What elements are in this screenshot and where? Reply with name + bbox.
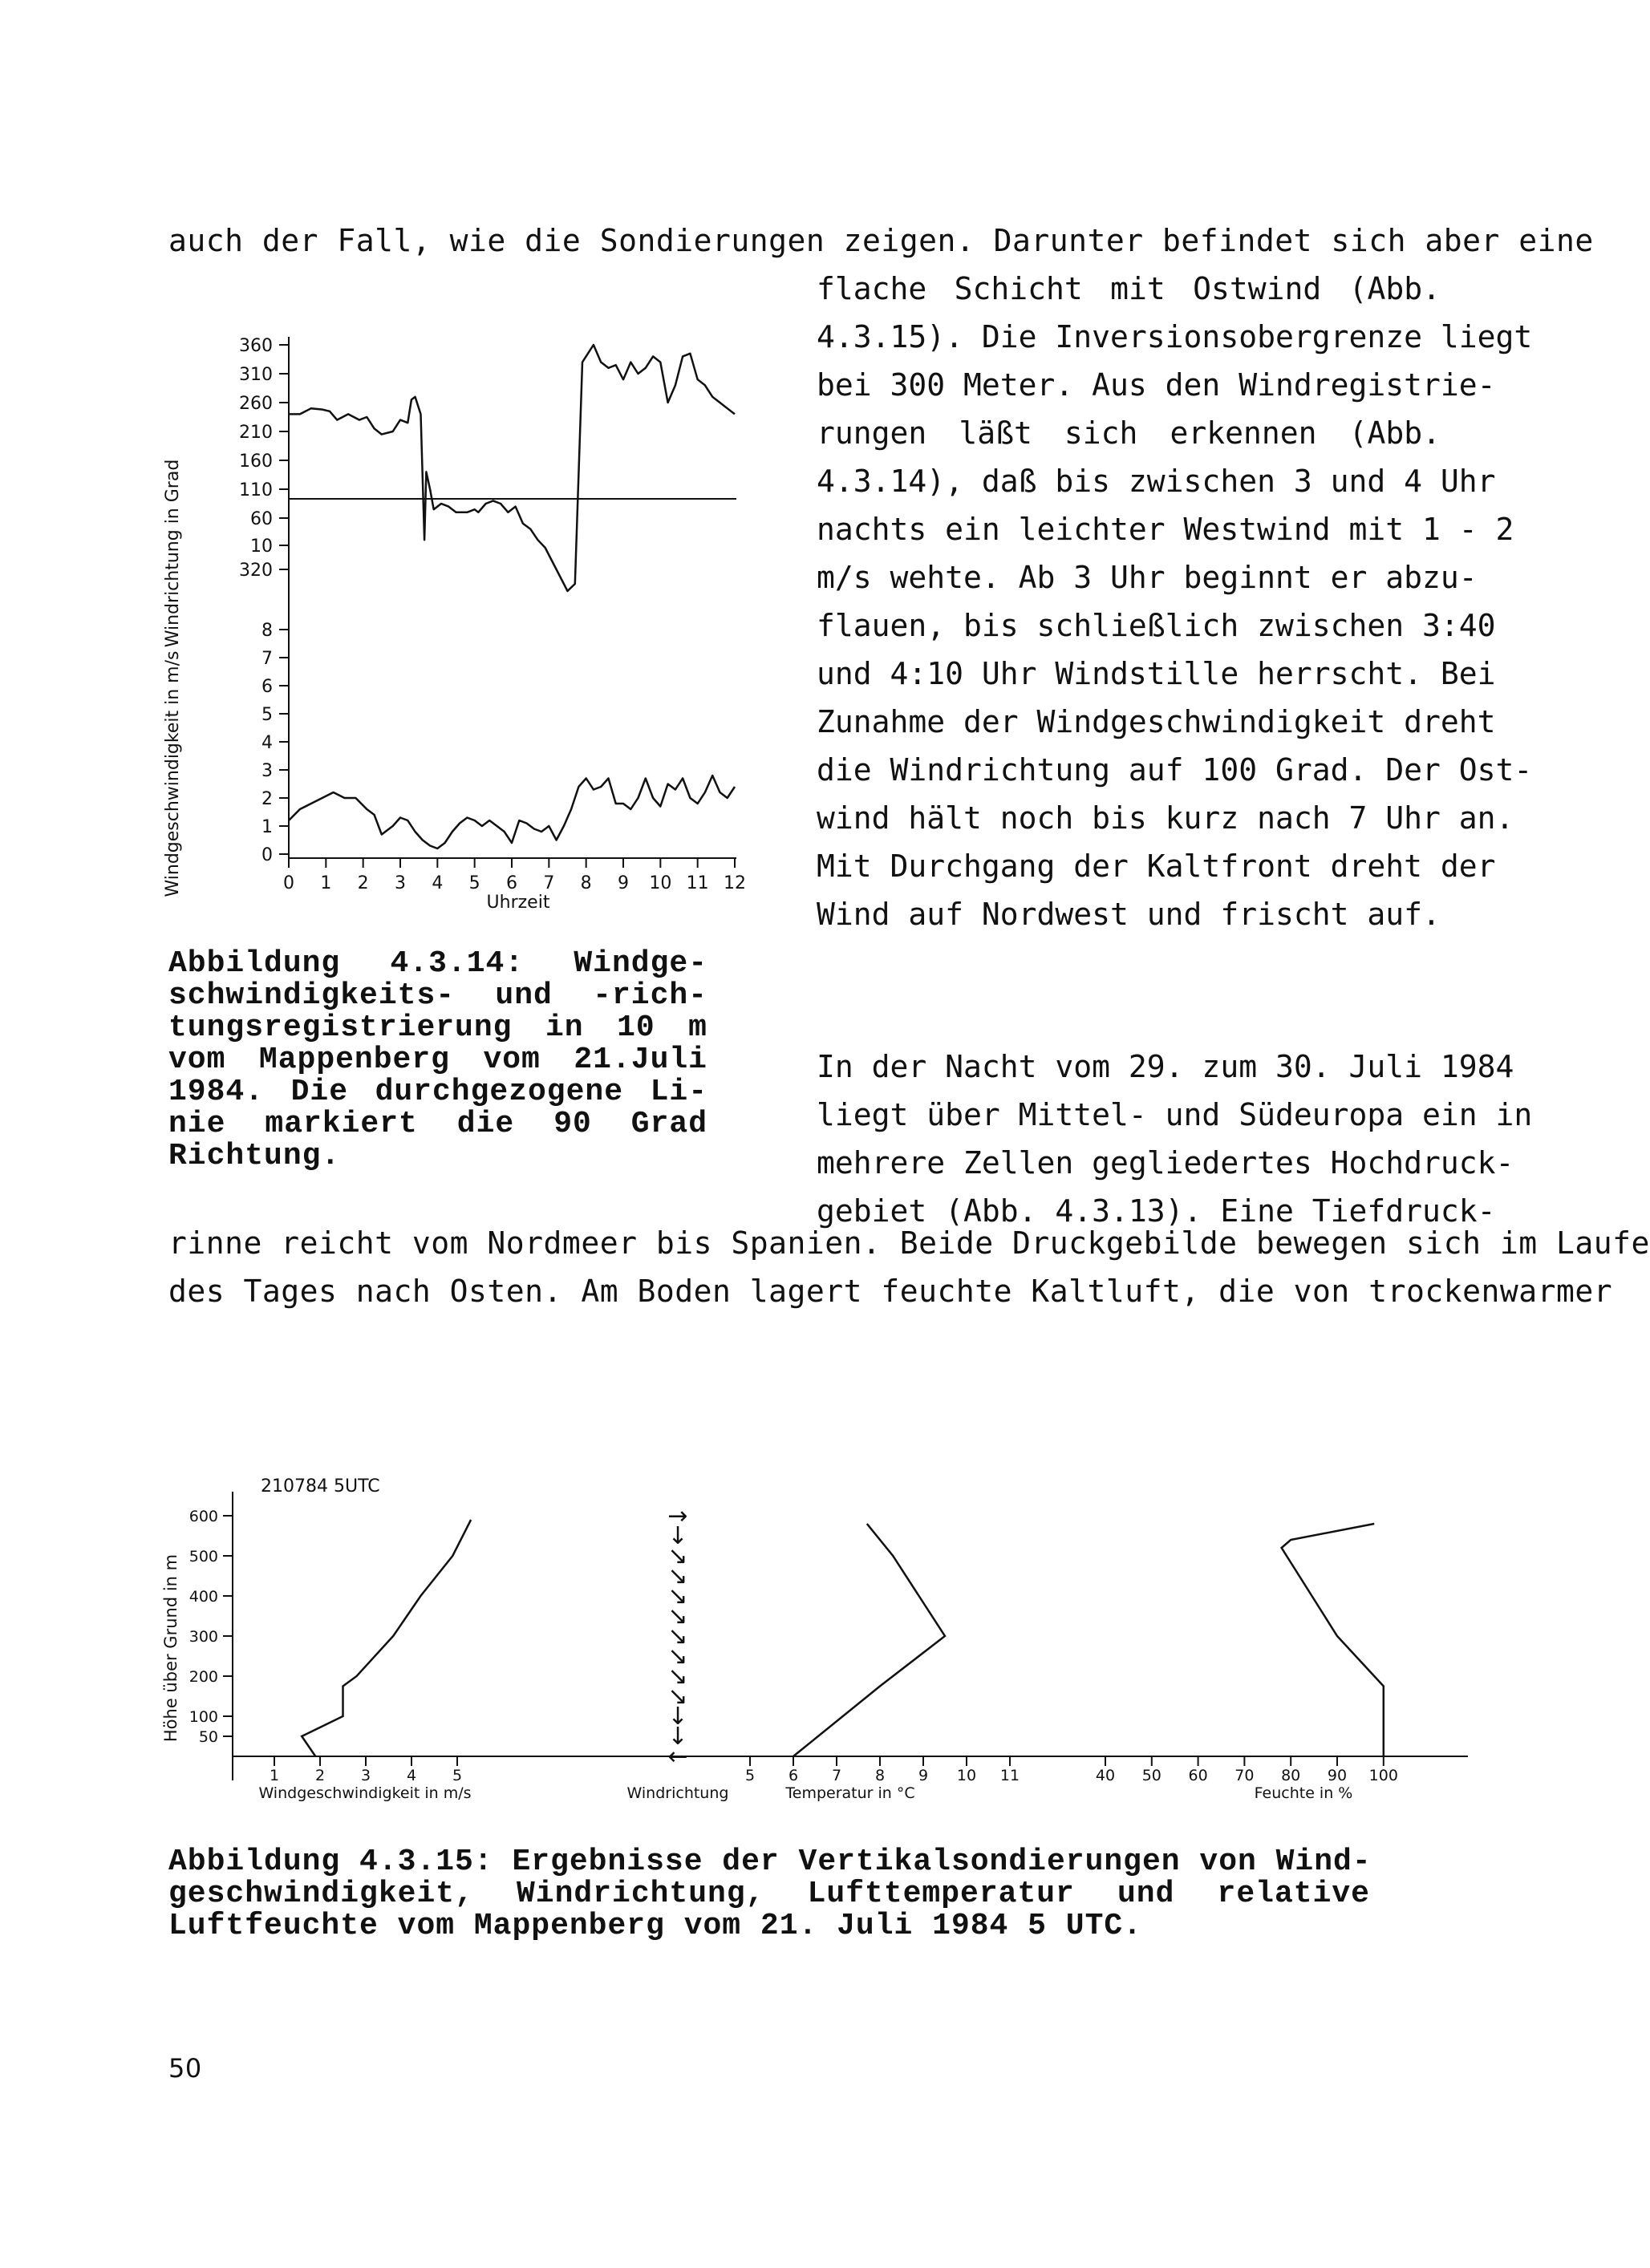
fig2-direction-arrow: ↘ — [667, 1582, 688, 1610]
fig2-direction-arrow: ↘ — [667, 1642, 688, 1671]
fig2-direction-arrow: ↘ — [667, 1622, 688, 1650]
fig2-direction-arrow: ↘ — [667, 1542, 688, 1570]
fig2-xlabel-dir-text: Windrichtung — [626, 1784, 729, 1802]
fig1-xlabel: Uhrzeit — [486, 893, 550, 913]
fig2-direction-arrow: ↘ — [667, 1683, 688, 1711]
text-line: bei 300 Meter. Aus den Windregistrie- — [817, 367, 1496, 403]
fig2-xlabel-hum-text: Feuchte in % — [1254, 1784, 1353, 1802]
text-line: Wind auf Nordwest und frischt auf. — [817, 897, 1441, 932]
fig1-x-tick-label: 5 — [468, 873, 480, 893]
text-line: rungen läßt sich erkennen (Abb. — [817, 415, 1441, 451]
fig1-dir-tick-label: 160 — [239, 452, 273, 472]
fig1-dir-tick-label: 210 — [239, 423, 273, 443]
fig1-dir-tick-label: 10 — [250, 537, 273, 557]
fig1-speed-tick-label: 0 — [261, 845, 273, 865]
text-line: m/s wehte. Ab 3 Uhr beginnt er abzu- — [817, 560, 1478, 595]
fig2-speed-tick-label: 2 — [314, 1767, 326, 1784]
fig2-hum-tick-label: 80 — [1281, 1767, 1301, 1784]
figure-wind-registration — [160, 313, 746, 922]
fig1-speed-tick-label: 1 — [261, 817, 273, 837]
fig2-direction-arrow: ↘ — [667, 1602, 688, 1630]
fig1-x-tick-label: 10 — [649, 873, 672, 893]
fig2-stamp: 210784 5UTC — [261, 1476, 380, 1496]
caption-line: Richtung. — [168, 1139, 341, 1173]
caption-line: geschwindigkeit, Windrichtung, Lufttemperatur und relative — [168, 1877, 1370, 1911]
fig1-speed-tick-label: 2 — [261, 789, 273, 809]
fig2-direction-arrow: ↘ — [667, 1663, 688, 1691]
text-line: Mit Durchgang der Kaltfront dreht der — [817, 848, 1496, 884]
text-line: die Windrichtung auf 100 Grad. Der Ost- — [817, 752, 1533, 788]
text-line: 4.3.15). Die Inversionsobergrenze liegt — [817, 319, 1533, 354]
fig1-dir-tick-label: 360 — [239, 336, 273, 356]
text-line: gebiet (Abb. 4.3.13). Eine Tiefdruck- — [817, 1193, 1496, 1229]
fig2-y-tick-label: 400 — [189, 1588, 218, 1606]
fig2-y-tick-label: 100 — [189, 1708, 218, 1726]
fig2-y-tick-label: 600 — [189, 1508, 218, 1525]
text-line-top: auch der Fall, wie die Sondierungen zeigen. Darunter befindet sich aber eine — [168, 223, 1594, 258]
text-line: und 4:10 Uhr Windstille herrscht. Bei — [817, 656, 1496, 691]
text-line: Zunahme der Windgeschwindigkeit dreht — [817, 704, 1496, 739]
fig1-direction-series — [289, 345, 735, 591]
text-line: flauen, bis schließlich zwischen 3:40 — [817, 608, 1496, 643]
fig2-temp-tick-label: 5 — [744, 1767, 756, 1784]
fig2-xlabel-temp-text: Temperatur in °C — [785, 1784, 915, 1802]
text-line-full-2: des Tages nach Osten. Am Boden lagert feuchte Kaltluft, die von trockenwarmer — [168, 1274, 1613, 1309]
text-line: liegt über Mittel- und Südeuropa ein in — [817, 1097, 1533, 1132]
text-line: mehrere Zellen gegliedertes Hochdruck- — [817, 1145, 1514, 1181]
fig1-dir-tick-label: 260 — [239, 394, 273, 414]
fig1-speed-tick-label: 6 — [261, 677, 273, 697]
caption-line: Abbildung 4.3.15: Ergebnisse der Vertikalsondierungen von Wind- — [168, 1845, 1372, 1879]
fig1-dir-tick-label: 310 — [239, 365, 273, 385]
fig1-x-tick-label: 1 — [320, 873, 332, 893]
fig2-hum-tick-label: 40 — [1095, 1767, 1116, 1784]
fig1-speed-tick-label: 3 — [261, 761, 273, 781]
fig2-temp-series — [793, 1524, 945, 1756]
fig2-hum-tick-label: 60 — [1188, 1767, 1208, 1784]
caption-line: schwindigkeits- und -rich- — [168, 978, 707, 1013]
fig1-x-tick-label: 8 — [580, 873, 592, 893]
fig2-xlabel-speed-text: Windgeschwindigkeit in m/s — [258, 1784, 472, 1802]
text-line: nachts ein leichter Westwind mit 1 - 2 — [817, 512, 1514, 547]
fig1-x-tick-label: 4 — [432, 873, 444, 893]
fig1-x-tick-label: 7 — [543, 873, 555, 893]
fig2-temp-tick-label: 11 — [999, 1767, 1020, 1784]
caption-line: vom Mappenberg vom 21.Juli — [168, 1043, 707, 1077]
fig1-dir-tick-label: 60 — [250, 509, 273, 529]
caption-line: Luftfeuchte vom Mappenberg vom 21. Juli 1984 5 UTC. — [168, 1909, 1142, 1943]
caption-line: nie markiert die 90 Grad — [168, 1107, 707, 1141]
fig2-temp-tick-label: 8 — [874, 1767, 886, 1784]
fig2-speed-series — [302, 1520, 471, 1756]
fig2-y-tick-label: 500 — [189, 1548, 218, 1565]
fig1-speed-tick-label: 5 — [261, 705, 273, 725]
fig1-x-tick-label: 0 — [283, 873, 294, 893]
text-line: wind hält noch bis kurz nach 7 Uhr an. — [817, 800, 1514, 836]
figure-vertical-soundings — [152, 1460, 1468, 1802]
fig2-temp-tick-label: 6 — [788, 1767, 799, 1784]
page-number: 50 — [168, 2053, 202, 2084]
fig2-direction-arrow: ↘ — [667, 1562, 688, 1590]
fig2-hum-tick-label: 50 — [1141, 1767, 1161, 1784]
fig2-hum-tick-label: 100 — [1368, 1767, 1398, 1784]
fig2-hum-series — [1282, 1524, 1384, 1756]
fig1-dir-tick-label: 320 — [239, 561, 273, 581]
fig2-y-tick-label: 300 — [189, 1628, 218, 1646]
fig1-x-tick-label: 11 — [686, 873, 709, 893]
fig1-ylabel-dir: Windrichtung in Grad — [163, 459, 183, 648]
fig2-direction-arrow: ↓ — [667, 1723, 688, 1751]
fig2-speed-tick-label: 1 — [269, 1767, 280, 1784]
fig1-x-tick-label: 12 — [724, 873, 746, 893]
fig2-hum-tick-label: 90 — [1327, 1767, 1348, 1784]
fig1-dir-tick-label: 110 — [239, 480, 273, 500]
fig2-y-tick-label: 200 — [189, 1668, 218, 1686]
text-line: 4.3.14), daß bis zwischen 3 und 4 Uhr — [817, 464, 1496, 499]
fig1-x-tick-label: 9 — [618, 873, 629, 893]
fig2-speed-tick-label: 3 — [360, 1767, 371, 1784]
caption-line: 1984. Die durchgezogene Li- — [168, 1075, 707, 1109]
fig2-hum-tick-label: 70 — [1234, 1767, 1255, 1784]
fig2-temp-tick-label: 7 — [831, 1767, 842, 1784]
caption-line: tungsregistrierung in 10 m — [168, 1010, 707, 1045]
text-line: flache Schicht mit Ostwind (Abb. — [817, 271, 1441, 306]
fig2-y-tick-label: 50 — [198, 1728, 218, 1746]
fig1-x-tick-label: 3 — [395, 873, 406, 893]
fig1-ylabel-speed: Windgeschwindigkeit in m/s — [163, 650, 183, 897]
text-line-full-1: rinne reicht vom Nordmeer bis Spanien. Beide Druckgebilde bewegen sich im Laufe — [168, 1225, 1650, 1261]
fig2-temp-tick-label: 9 — [918, 1767, 929, 1784]
fig1-speed-tick-label: 8 — [261, 621, 273, 641]
fig1-speed-tick-label: 7 — [261, 649, 273, 669]
text-line: In der Nacht vom 29. zum 30. Juli 1984 — [817, 1049, 1514, 1084]
fig2-ylabel: Höhe über Grund in m — [161, 1553, 180, 1743]
fig2-direction-arrow: ↓ — [667, 1703, 688, 1731]
fig1-speed-tick-label: 4 — [261, 733, 273, 753]
fig2-speed-tick-label: 4 — [406, 1767, 417, 1784]
fig1-speed-series — [289, 776, 735, 848]
fig1-x-tick-label: 6 — [506, 873, 517, 893]
fig2-direction-arrow: ↓ — [667, 1522, 688, 1550]
fig2-direction-arrow: → — [667, 1502, 688, 1530]
fig2-temp-tick-label: 10 — [956, 1767, 977, 1784]
caption-line: Abbildung 4.3.14: Windge- — [168, 946, 707, 981]
fig1-x-tick-label: 2 — [357, 873, 369, 893]
fig2-direction-arrow: ← — [667, 1743, 688, 1771]
fig2-speed-tick-label: 5 — [452, 1767, 463, 1784]
